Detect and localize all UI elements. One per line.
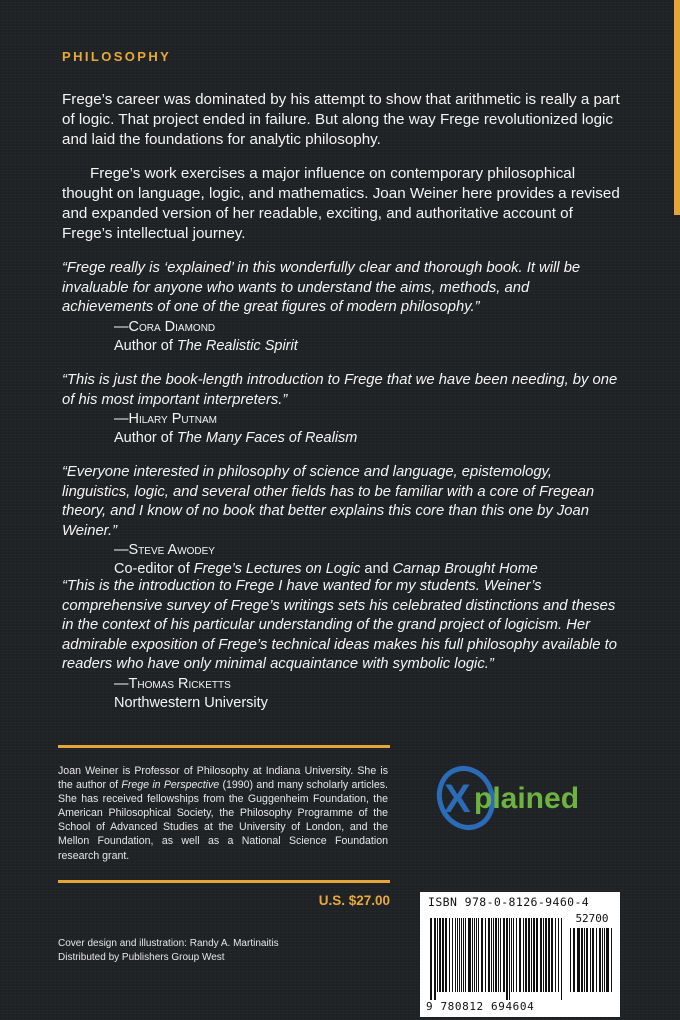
barcode-bar bbox=[455, 918, 456, 992]
barcode-bar bbox=[478, 918, 479, 992]
barcode-bar bbox=[493, 918, 494, 992]
blurb-author: —Hilary Putnam bbox=[114, 411, 217, 427]
barcode-bar bbox=[525, 918, 527, 992]
barcode-bar bbox=[536, 918, 538, 992]
blurb-author: —Cora Diamond bbox=[114, 318, 216, 335]
design-credit: Cover design and illustration: Randy A. Martinaitis bbox=[58, 938, 279, 949]
barcode-bar bbox=[498, 918, 499, 992]
barcode-bar bbox=[481, 918, 483, 992]
description-paragraph-1: Frege’s career was dominated by his attempt to show that arithmetic is really a part of logic. That project ended in failure. But along the way Frege revolutionized logic and laid the foundations for analytic philosophy. bbox=[62, 91, 620, 148]
barcode-bar bbox=[472, 918, 473, 992]
barcode-bar bbox=[488, 918, 490, 992]
addon-bars bbox=[570, 928, 614, 1000]
barcode-bar bbox=[581, 928, 583, 992]
barcode-bar bbox=[590, 928, 591, 992]
barcode-bar bbox=[611, 928, 612, 992]
barcode-bar bbox=[531, 918, 532, 992]
barcode-bar bbox=[561, 918, 562, 1000]
barcode-bar bbox=[468, 918, 471, 992]
barcode-bar bbox=[465, 918, 466, 992]
barcode-bar bbox=[457, 918, 458, 992]
bio-top-rule bbox=[58, 745, 390, 748]
barcode-bar bbox=[491, 918, 492, 992]
blurb-quote: “This is the introduction to Frege I have wanted for my students. Weiner’s comprehensive survey of Frege’s writings sets his celebrated distinctions and theses in the context of his particular understanding of the grand project of logicism. Her admirable exposition of Frege’s technical ideas makes his full philosophy available to readers who have only minimal acquaintance with symbolic logic.” bbox=[62, 578, 617, 672]
barcode-bar bbox=[545, 918, 547, 992]
barcode-bar bbox=[474, 918, 475, 992]
barcode-bar bbox=[430, 918, 432, 1000]
author-bio: Joan Weiner is Professor of Philosophy at Indiana University. She is the author of Frege in Perspective (1990) and many scholarly articles. She has received fellowships from the Guggenheim Foundation, the American Philosophical Society, the Philosophy Programme of the School of Advanced Studies at the University of London, and the Mellon Foundation, as well as a National Science Foundation research grant. bbox=[58, 765, 388, 862]
blurb-ricketts bbox=[62, 577, 624, 713]
description-paragraph-2: Frege’s work exercises a major influence on contemporary philosophical thought on language, logic, and mathematics. Joan Weiner here provides a revised and expanded version of her readable, exciting, and authoritative account of Frege’s intellectual journey. bbox=[62, 165, 620, 242]
barcode-bar bbox=[570, 928, 571, 992]
barcode-bar bbox=[543, 918, 544, 992]
xplained-logo bbox=[436, 760, 616, 834]
blurb-putnam bbox=[62, 371, 624, 448]
barcode-bar bbox=[586, 928, 588, 992]
barcode-bar bbox=[592, 928, 594, 992]
cover-credits bbox=[58, 937, 388, 965]
barcode-bar bbox=[548, 918, 550, 992]
barcode-bar bbox=[573, 928, 575, 992]
barcode-bar bbox=[463, 918, 464, 992]
isbn-text: ISBN 978-0-8126-9460-4 bbox=[428, 895, 590, 909]
blurb-credit: Northwestern University bbox=[114, 694, 268, 711]
barcode-bar bbox=[558, 918, 559, 992]
barcode-bar bbox=[461, 918, 462, 992]
barcode-bar bbox=[577, 928, 580, 992]
barcode-bar bbox=[495, 918, 497, 992]
barcode-bar bbox=[452, 918, 453, 992]
barcode-bar bbox=[476, 918, 477, 992]
barcode-bar bbox=[584, 928, 585, 992]
barcode-bar bbox=[485, 918, 486, 992]
barcode-bar bbox=[519, 918, 521, 992]
edge-accent-strip bbox=[674, 0, 680, 215]
blurb-quote: “Frege really is ‘explained’ in this wonderfully clear and thorough book. It will be invaluable for anyone who wants to understand the aims, methods, and achievements of one of the great figures of modern philosophy.” bbox=[62, 260, 581, 315]
barcode-bar bbox=[540, 918, 542, 992]
barcode-bar bbox=[599, 928, 601, 992]
ean-number: 9 780812 694604 bbox=[426, 1000, 535, 1013]
barcode-bar bbox=[604, 928, 605, 992]
barcode-bar bbox=[500, 918, 501, 992]
blurb-credit: Author of The Realistic Spirit bbox=[114, 337, 298, 354]
blurb-credit: Co-editor of Frege’s Lectures on Logic and Carnap Brought Home bbox=[114, 561, 538, 577]
barcode-bar bbox=[602, 928, 603, 992]
price-addon-number: 52700 bbox=[575, 912, 609, 925]
barcode-bar bbox=[523, 918, 524, 992]
barcode-bar bbox=[511, 918, 512, 992]
barcode-bar bbox=[449, 918, 450, 992]
barcode-bar bbox=[439, 918, 441, 992]
barcode-bar bbox=[516, 918, 517, 992]
barcode-bar bbox=[513, 918, 514, 992]
barcode-bar bbox=[551, 918, 553, 992]
barcode-bar bbox=[503, 918, 505, 992]
barcode-bar bbox=[555, 918, 556, 992]
blurb-author: —Thomas Ricketts bbox=[114, 675, 231, 692]
blurb-quote: “Everyone interested in philosophy of science and language, epistemology, linguistics, logic, and several other fields has to be familiar with a core of Fregean theory, and I know of no book that better explains this core than this one by Joan Weiner.” bbox=[62, 464, 595, 539]
barcode-bar bbox=[459, 918, 460, 992]
barcode-bar bbox=[528, 918, 530, 992]
barcode-bar bbox=[533, 918, 535, 992]
logo-letter-x: X bbox=[444, 777, 471, 821]
price-label: U.S. $27.00 bbox=[318, 893, 390, 908]
barcode-bar bbox=[596, 928, 597, 992]
barcode-bar bbox=[437, 918, 438, 992]
blurb-awodey bbox=[62, 463, 624, 579]
barcode-bar bbox=[506, 918, 508, 1000]
logo-wordmark: plained bbox=[474, 782, 580, 815]
distributor-credit: Distributed by Publishers Group West bbox=[58, 952, 225, 963]
isbn-barcode bbox=[420, 892, 620, 1017]
barcode-bar bbox=[606, 928, 609, 992]
category-label: PHILOSOPHY bbox=[62, 49, 172, 64]
bio-bottom-rule bbox=[58, 880, 390, 883]
barcode-bar bbox=[445, 918, 447, 992]
blurb-credit: Author of The Many Faces of Realism bbox=[114, 430, 358, 446]
blurb-author: —Steve Awodey bbox=[114, 542, 215, 558]
blurb-diamond bbox=[62, 259, 624, 356]
barcode-bar bbox=[442, 918, 444, 992]
blurb-quote: “This is just the book-length introduction to Frege that we have been needing, by one of his most important interpreters.” bbox=[62, 372, 618, 408]
barcode-bar bbox=[509, 918, 510, 1000]
ean-bars bbox=[430, 918, 564, 1000]
barcode-bar bbox=[434, 918, 436, 1000]
